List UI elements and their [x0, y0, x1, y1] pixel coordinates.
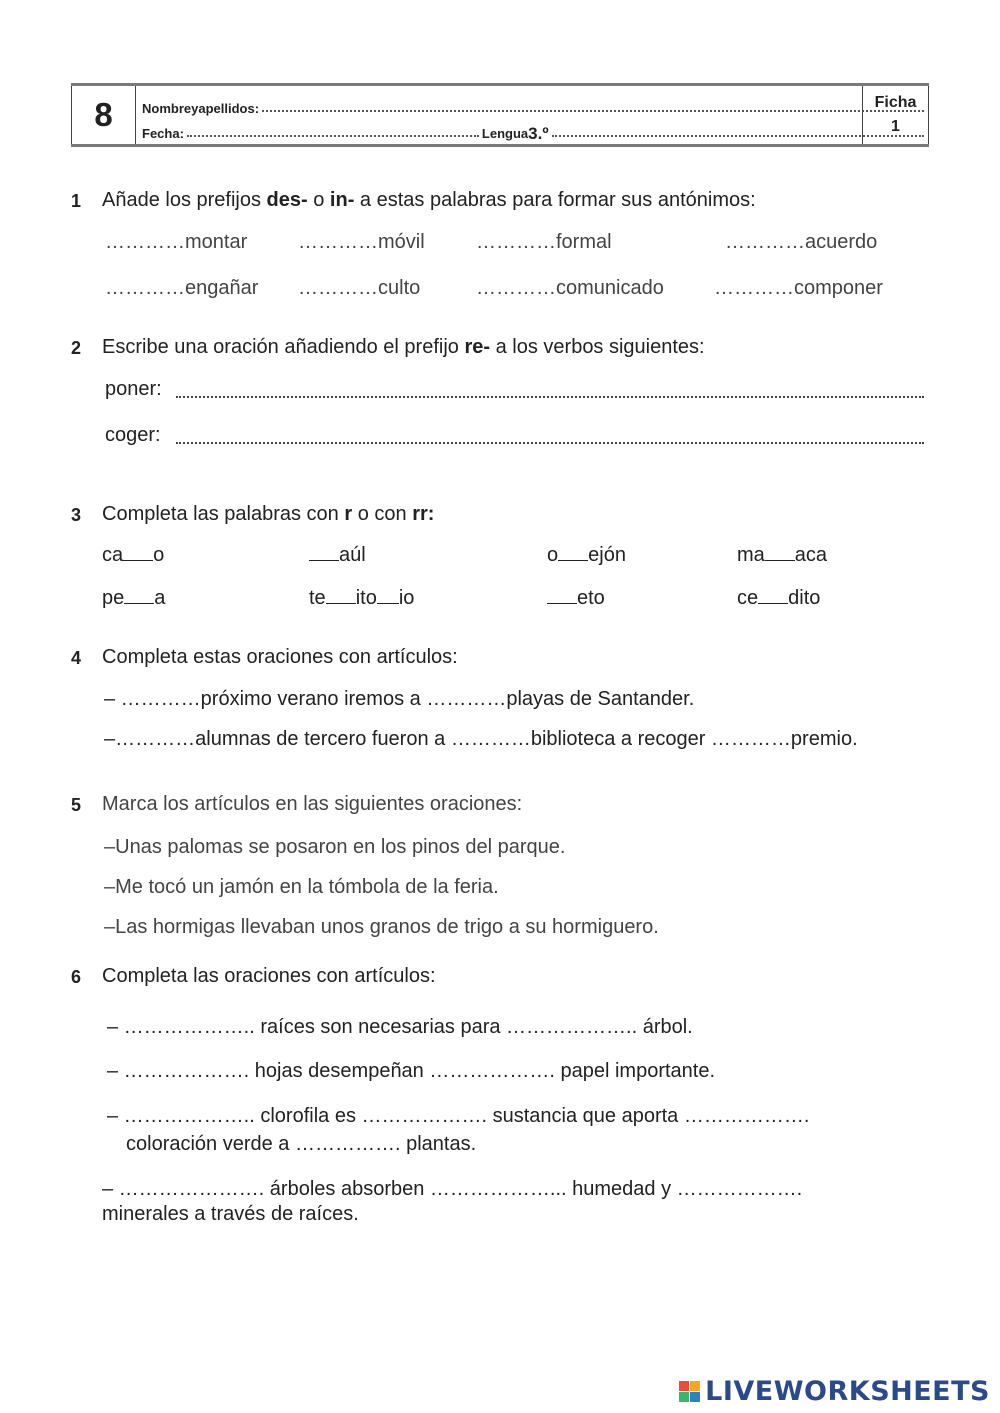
ex3-letter-r: r [344, 503, 353, 525]
ex3-blank[interactable] [326, 602, 356, 604]
ex1-text-pre: Añade los prefijos [102, 189, 267, 211]
ex3-part: io [398, 587, 415, 609]
ex3-part: te [309, 587, 326, 609]
exercise-4-instruction: Completa estas oraciones con artículos: [102, 646, 458, 668]
ex3-part: ma [737, 544, 765, 566]
ex1-word[interactable]: …………formal [476, 231, 612, 253]
ex3-part: pe [102, 587, 125, 609]
ex6-sentence-cont[interactable]: minerales a través de raíces. [102, 1203, 359, 1225]
ex3-part: ca [102, 544, 124, 566]
ex6-sentence[interactable]: – ……………….. raíces son necesarias para ……………….. árbol. [107, 1016, 693, 1038]
ex3-blank[interactable] [547, 602, 577, 604]
name-label: Nombreyapellidos: [142, 101, 260, 116]
liveworksheets-brand[interactable] [679, 1376, 990, 1407]
exercise-2-number: 2 [71, 338, 82, 358]
logo-square [690, 1392, 700, 1402]
ex2-text-post: a los verbos siguientes: [490, 336, 705, 358]
ex3-blank[interactable] [377, 602, 399, 604]
ficha-box [862, 86, 929, 144]
ex3-part: aca [794, 544, 828, 566]
ex1-word[interactable]: …………acuerdo [725, 231, 878, 253]
ex3-mid: o con [352, 503, 413, 525]
subject-label: Lengua [481, 126, 529, 141]
name-line [142, 98, 927, 116]
ex2-verb-label: coger: [105, 424, 161, 446]
ex3-word[interactable] [102, 544, 164, 567]
ex2-answer-line[interactable] [176, 442, 924, 444]
exercise-5-instruction: Marca los artículos en las siguientes oraciones: [102, 793, 523, 815]
name-field[interactable] [262, 110, 924, 112]
ex3-part: ito [355, 587, 377, 609]
exercise-6-instruction: Completa las oraciones con artículos: [102, 965, 436, 987]
logo-square [690, 1381, 700, 1391]
ex3-part: o [153, 544, 165, 566]
ex3-part: dito [788, 587, 821, 609]
ex3-word[interactable] [309, 544, 366, 567]
date-field[interactable] [187, 135, 479, 137]
exercise-2-instruction [102, 336, 705, 359]
ex3-word[interactable] [547, 587, 605, 610]
ex5-sentence[interactable]: –Me tocó un jamón en la tómbola de la feria. [104, 876, 499, 898]
ex1-prefix-des: des- [266, 189, 308, 211]
exercise-3-instruction [102, 503, 434, 526]
ex1-word[interactable]: …………montar [105, 231, 248, 253]
ex3-part: a [154, 587, 166, 609]
ex3-blank[interactable] [124, 602, 154, 604]
ex6-sentence[interactable]: – …………………. árboles absorben ………………... humedad y ………………. [102, 1178, 803, 1200]
ex2-text-pre: Escribe una oración añadiendo el prefijo [102, 336, 465, 358]
grade-label: 3.º [528, 124, 549, 143]
ex3-part: eto [577, 587, 605, 609]
worksheet-header [71, 83, 929, 147]
date-line [142, 123, 927, 141]
ex4-sentence[interactable]: – …………próximo verano iremos a …………playas de Santander. [104, 688, 695, 710]
logo-square [679, 1392, 689, 1402]
ex3-word[interactable] [547, 544, 626, 567]
ex3-part: ejón [588, 544, 626, 566]
ex3-word[interactable] [737, 587, 820, 610]
ex3-text-pre: Completa las palabras con [102, 503, 345, 525]
ex6-sentence-cont[interactable]: coloración verde a ……………. plantas. [126, 1133, 477, 1155]
exercise-4-number: 4 [71, 648, 82, 668]
ex1-word[interactable]: …………comunicado [476, 277, 664, 299]
ex5-sentence[interactable]: –Unas palomas se posaron en los pinos del parque. [104, 836, 566, 858]
ex1-word[interactable]: …………engañar [105, 277, 259, 299]
ficha-label: Ficha [874, 94, 917, 111]
ex3-blank[interactable] [309, 559, 339, 561]
liveworksheets-logo-icon [679, 1381, 700, 1402]
ex3-blank[interactable] [765, 559, 795, 561]
exercise-6-number: 6 [71, 967, 82, 987]
exercise-1-number: 1 [71, 191, 82, 211]
ex1-word[interactable]: …………móvil [298, 231, 425, 253]
ex5-sentence[interactable]: –Las hormigas llevaban unos granos de trigo a su hormiguero. [104, 916, 659, 938]
exercise-3-number: 3 [71, 505, 82, 525]
ex3-blank[interactable] [123, 559, 153, 561]
logo-square [679, 1381, 689, 1391]
ex2-verb-label: poner: [105, 378, 162, 400]
ex1-word[interactable]: …………culto [298, 277, 421, 299]
brand-name: LIVEWORKSHEETS [705, 1376, 990, 1407]
ex2-answer-line[interactable] [176, 396, 924, 398]
date-label: Fecha: [142, 126, 184, 141]
ex3-word[interactable] [309, 587, 414, 610]
exercise-5-number: 5 [71, 795, 82, 815]
ex3-blank[interactable] [558, 559, 588, 561]
ex3-part: o [547, 544, 559, 566]
ex1-mid: o [307, 189, 330, 211]
ex1-text-post: a estas palabras para formar sus antónimos: [354, 189, 756, 211]
unit-number: 8 [71, 86, 136, 144]
ex1-word[interactable]: …………componer [714, 277, 883, 299]
ex6-sentence[interactable]: – ……………….. clorofila es ………………. sustancia que aporta ………………. [107, 1105, 810, 1127]
ficha-number: 1 [891, 118, 900, 135]
ex3-letter-rr: rr: [412, 503, 435, 525]
ex4-sentence[interactable]: –…………alumnas de tercero fueron a …………biblioteca a recoger …………premio. [104, 728, 858, 750]
ex3-blank[interactable] [758, 602, 788, 604]
ex6-sentence[interactable]: – ………………. hojas desempeñan ………………. papel importante. [107, 1060, 716, 1082]
ex1-prefix-in: in- [329, 189, 355, 211]
ex3-part: ce [737, 587, 759, 609]
ex3-part: aúl [339, 544, 366, 566]
exercise-1-instruction [102, 189, 756, 212]
ex3-word[interactable] [737, 544, 827, 567]
ex3-word[interactable] [102, 587, 165, 610]
ex2-prefix-re: re- [464, 336, 491, 358]
student-info [136, 86, 933, 144]
